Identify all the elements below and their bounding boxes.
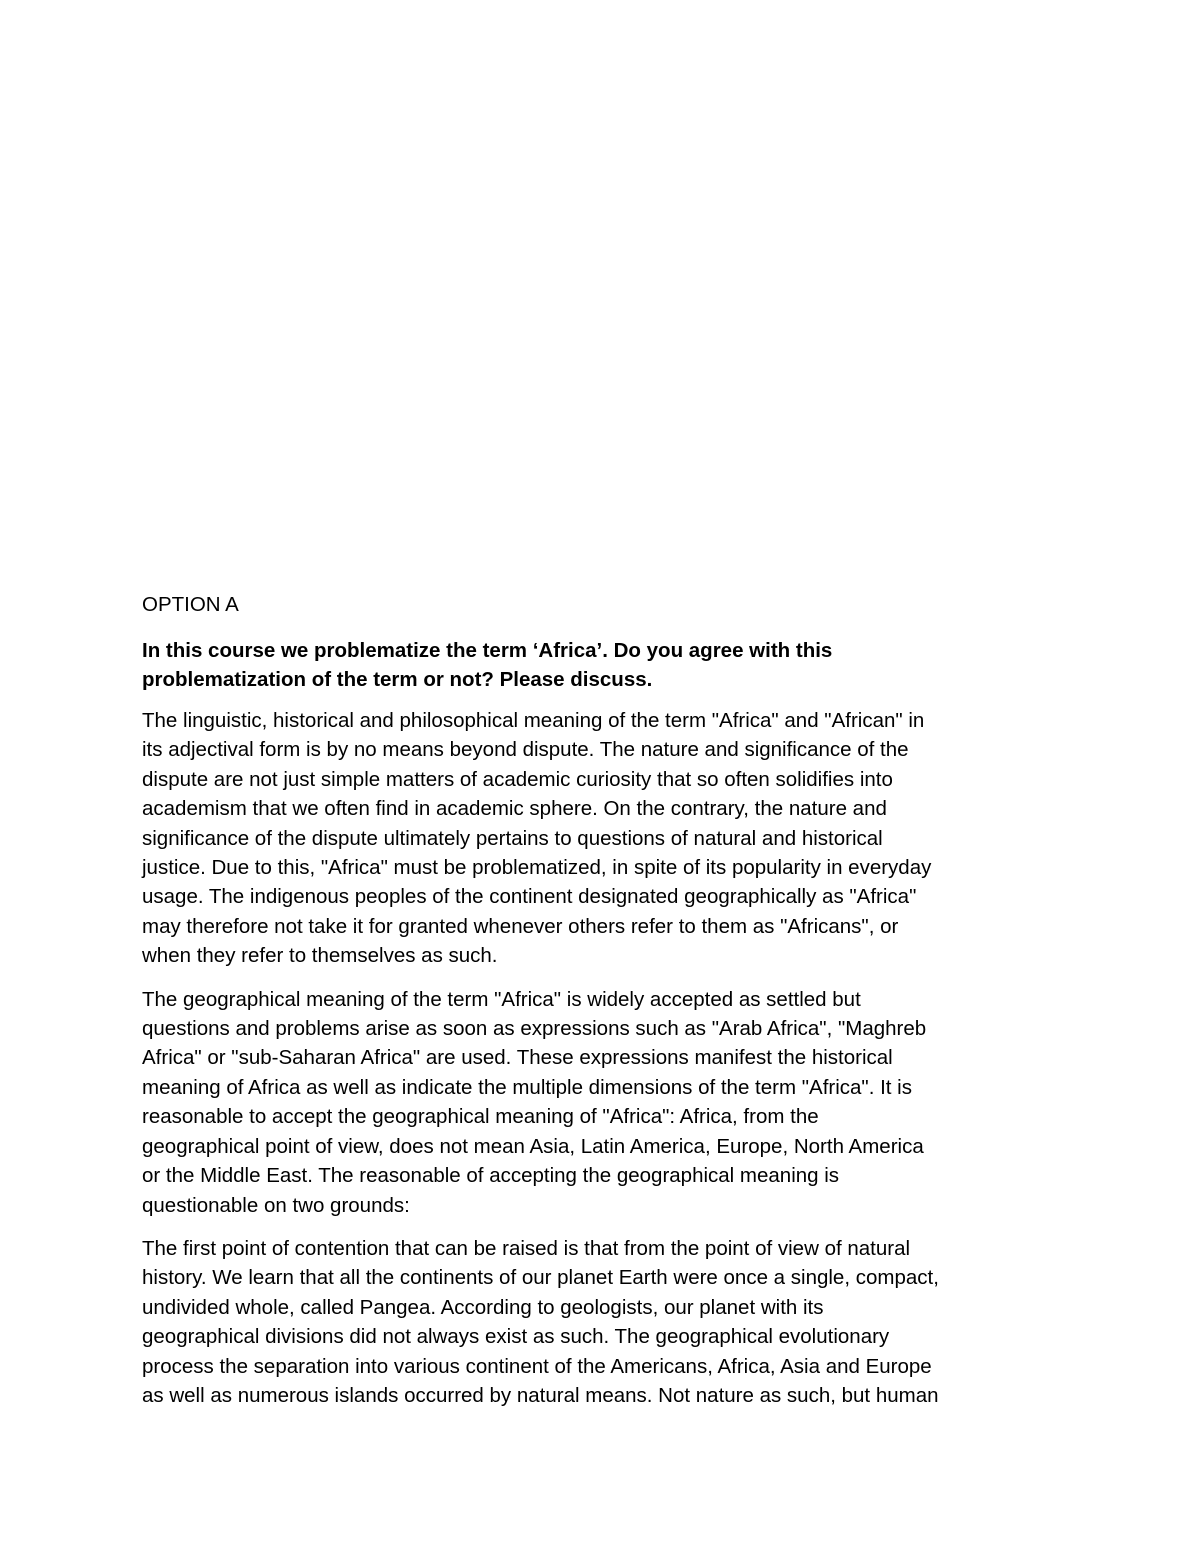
paragraph-line: questionable on two grounds: bbox=[142, 1193, 410, 1217]
paragraph-line: geographical point of view, does not mean Asia, Latin America, Europe, North America bbox=[142, 1134, 924, 1158]
paragraph-line: academism that we often find in academic sphere. On the contrary, the nature and bbox=[142, 797, 887, 821]
paragraph-line: Africa" or "sub-Saharan Africa" are used. These expressions manifest the historical bbox=[142, 1046, 893, 1070]
paragraph-line: or the Middle East. The reasonable of accepting the geographical meaning is bbox=[142, 1164, 840, 1188]
paragraph-line: The first point of contention that can be raised is that from the point of view of natural bbox=[142, 1236, 911, 1260]
paragraph-line: reasonable to accept the geographical meaning of "Africa": Africa, from the bbox=[142, 1105, 819, 1129]
paragraph-line: meaning of Africa as well as indicate the multiple dimensions of the term "Africa". It is bbox=[142, 1075, 912, 1099]
question-line: problematization of the term or not? Please discuss. bbox=[142, 668, 653, 691]
paragraph-line: questions and problems arise as soon as expressions such as "Arab Africa", "Maghreb bbox=[142, 1017, 927, 1041]
paragraph-line: history. We learn that all the continents of our planet Earth were once a single, compact, bbox=[142, 1266, 939, 1290]
paragraph-line: The linguistic, historical and philosophical meaning of the term "Africa" and "African" in bbox=[142, 709, 925, 732]
paragraph-line: when they refer to themselves as such. bbox=[142, 944, 498, 968]
paragraph-line: may therefore not take it for granted whenever others refer to them as "Africans", or bbox=[142, 914, 899, 938]
paragraph-line: justice. Due to this, "Africa" must be problematized, in spite of its popularity in everyday bbox=[142, 856, 932, 880]
paragraph-line: as well as numerous islands occurred by natural means. Not nature as such, but human bbox=[142, 1383, 939, 1407]
question-line: In this course we problematize the term ‘Africa’. Do you agree with this bbox=[142, 639, 833, 662]
paragraph-line: its adjectival form is by no means beyond dispute. The nature and significance of the bbox=[142, 738, 909, 762]
paragraph-line: The geographical meaning of the term "Africa" is widely accepted as settled but bbox=[142, 987, 861, 1011]
section-heading: OPTION A bbox=[142, 593, 239, 616]
paragraph-line: usage. The indigenous peoples of the continent designated geographically as "Africa" bbox=[142, 885, 917, 909]
paragraph-line: geographical divisions did not always exist as such. The geographical evolutionary bbox=[142, 1325, 890, 1349]
paragraph-3 bbox=[142, 1234, 1067, 1410]
paragraph-1 bbox=[142, 706, 1067, 971]
paragraph-2 bbox=[142, 985, 1067, 1220]
document-body bbox=[142, 591, 1067, 1424]
paragraph-line: undivided whole, called Pangea. According to geologists, our planet with its bbox=[142, 1295, 824, 1319]
paragraph-line: process the separation into various continent of the Americans, Africa, Asia and Europe bbox=[142, 1354, 932, 1378]
paragraph-line: significance of the dispute ultimately pertains to questions of natural and historical bbox=[142, 826, 883, 850]
paragraph-line: dispute are not just simple matters of academic curiosity that so often solidifies into bbox=[142, 767, 893, 791]
essay-question bbox=[142, 636, 1067, 694]
